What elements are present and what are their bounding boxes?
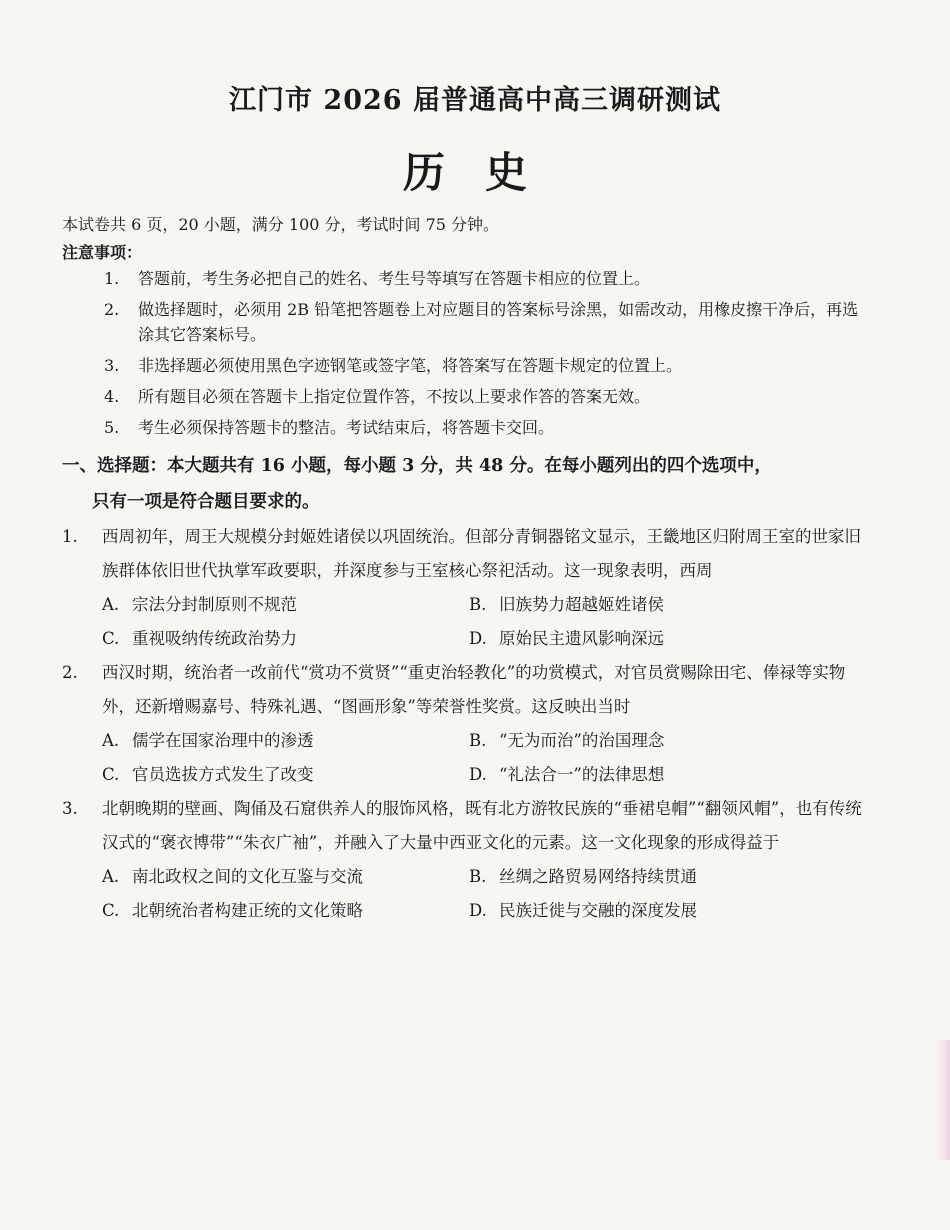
note-number: 1. xyxy=(104,269,120,288)
note-number: 2. xyxy=(104,300,120,319)
option-label: B. xyxy=(469,595,487,614)
question-number: 3. xyxy=(62,799,78,818)
question-3-options xyxy=(62,860,872,928)
option-d xyxy=(469,894,869,928)
option-text: 官员选拔方式发生了改变 xyxy=(132,765,314,784)
option-label: B. xyxy=(469,731,487,750)
question-stem: 西汉时期，统治者一改前代“赏功不赏贤”“重吏治轻教化”的功赏模式，对官员赏赐除田宅、俸禄等实物外，还新增赐嘉号、特殊礼遇、“图画形象”等荣誉性奖赏。这反映出当时 xyxy=(102,663,846,716)
note-text: 答题前，考生务必把自己的姓名、考生号等填写在答题卡相应的位置上。 xyxy=(138,269,651,288)
option-a xyxy=(102,724,469,758)
option-label: C. xyxy=(102,765,120,784)
option-text: 北朝统治者构建正统的文化策略 xyxy=(132,901,363,920)
question-list xyxy=(62,520,872,928)
option-label: A. xyxy=(102,867,120,886)
option-d xyxy=(469,622,869,656)
question-3 xyxy=(62,792,872,860)
section-heading-line1: 一、选择题：本大题共有 16 小题，每小题 3 分，共 48 分。在每小题列出的四个选项中， xyxy=(62,456,772,476)
note-text: 所有题目必须在答题卡上指定位置作答，不按以上要求作答的答案无效。 xyxy=(138,387,651,406)
option-label: A. xyxy=(102,595,120,614)
option-text: 原始民主遗风影响深远 xyxy=(499,629,664,648)
note-number: 3. xyxy=(104,356,120,375)
exam-intro: 本试卷共 6 页，20 小题，满分 100 分，考试时间 75 分钟。 xyxy=(62,215,500,234)
exam-title: 江门市 2026 届普通高中高三调研测试 xyxy=(229,85,721,116)
option-label: D. xyxy=(469,901,487,920)
option-b xyxy=(469,724,869,758)
note-item xyxy=(104,297,874,347)
question-1-options xyxy=(62,588,872,656)
question-number: 2. xyxy=(62,663,78,682)
option-c xyxy=(102,894,469,928)
note-item xyxy=(104,353,874,378)
option-label: D. xyxy=(469,765,487,784)
note-text: 考生必须保持答题卡的整洁。考试结束后，将答题卡交回。 xyxy=(138,418,555,437)
option-text: 儒学在国家治理中的渗透 xyxy=(132,731,314,750)
question-1 xyxy=(62,520,872,588)
option-text: “无为而治”的治国理念 xyxy=(499,731,665,750)
option-text: 旧族势力超越姬姓诸侯 xyxy=(499,595,664,614)
option-b xyxy=(469,860,869,894)
notes-heading: 注意事项： xyxy=(62,243,143,262)
subject-title: 历史 xyxy=(402,148,567,197)
option-text: 民族迁徙与交融的深度发展 xyxy=(499,901,697,920)
option-label: A. xyxy=(102,731,120,750)
option-label: B. xyxy=(469,867,487,886)
note-item xyxy=(104,384,874,409)
option-a xyxy=(102,860,469,894)
option-label: C. xyxy=(102,901,120,920)
option-text: 重视吸纳传统政治势力 xyxy=(132,629,297,648)
section-heading xyxy=(62,448,882,520)
option-text: 南北政权之间的文化互鉴与交流 xyxy=(132,867,363,886)
question-number: 1. xyxy=(62,527,78,546)
option-a xyxy=(102,588,469,622)
question-2-options xyxy=(62,724,872,792)
option-text: “礼法合一”的法律思想 xyxy=(499,765,665,784)
note-number: 5. xyxy=(104,418,120,437)
option-c xyxy=(102,622,469,656)
option-text: 宗法分封制原则不规范 xyxy=(132,595,297,614)
question-2 xyxy=(62,656,872,724)
note-item xyxy=(104,415,874,440)
note-number: 4. xyxy=(104,387,120,406)
option-b xyxy=(469,588,869,622)
scan-smudge xyxy=(936,1040,950,1160)
note-text: 非选择题必须使用黑色字迹钢笔或签字笔，将答案写在答题卡规定的位置上。 xyxy=(138,356,683,375)
option-text: 丝绸之路贸易网络持续贯通 xyxy=(499,867,697,886)
option-label: C. xyxy=(102,629,120,648)
section-heading-line2: 只有一项是符合题目要求的。 xyxy=(92,492,320,512)
option-c xyxy=(102,758,469,792)
question-stem: 西周初年，周王大规模分封姬姓诸侯以巩固统治。但部分青铜器铭文显示，王畿地区归附周王室的世家旧族群体依旧世代执掌军政要职，并深度参与王室核心祭祀活动。这一现象表明，西周 xyxy=(102,527,861,580)
option-label: D. xyxy=(469,629,487,648)
option-d xyxy=(469,758,869,792)
note-text: 做选择题时，必须用 2B 铅笔把答题卷上对应题目的答案标号涂黑，如需改动，用橡皮擦干净后，再选涂其它答案标号。 xyxy=(138,300,859,344)
note-item xyxy=(104,266,874,291)
question-stem: 北朝晚期的壁画、陶俑及石窟供养人的服饰风格，既有北方游牧民族的“垂裙皂帽”“翻领风帽”，也有传统汉式的“褒衣博带”“朱衣广袖”，并融入了大量中西亚文化的元素。这一文化现象的形成得益于 xyxy=(102,799,862,852)
notes-list xyxy=(104,266,874,446)
